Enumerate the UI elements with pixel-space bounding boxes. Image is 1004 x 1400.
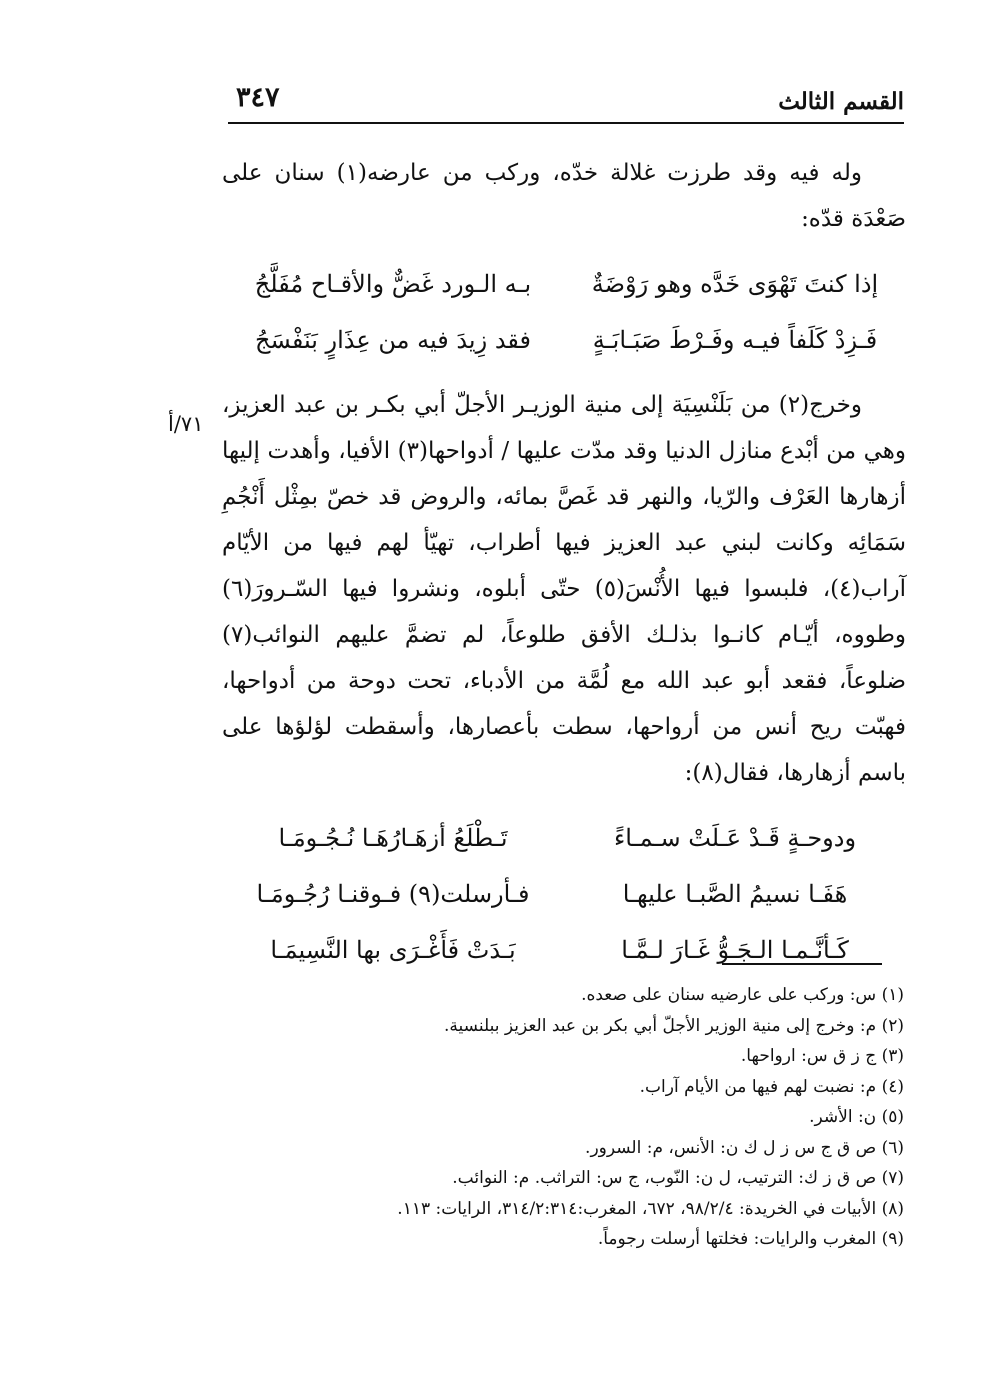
verse (222, 810, 906, 866)
footnote: (١) س: وركب على عارضيه سنان على صعده. (581, 985, 904, 1005)
verse (222, 312, 906, 368)
verse (222, 922, 906, 978)
poem-2 (222, 810, 906, 978)
verse (222, 256, 906, 312)
footnote: (٢) م: وخرج إلى منية الوزير الأجلّ أبي بكر بن عبد العزيز ببلنسية. (444, 1015, 904, 1036)
manuscript-folio-ref: ٧١/أ (168, 412, 204, 436)
footnote: (٨) الأبيات في الخريدة: ٩٨/٢/٤، ٦٧٢، المغرب:٣١٤/٢:٣١٤، الرايات: ١١٣. (397, 1198, 904, 1219)
intro-paragraph: وله فيه وقد طرزت غلالة خدّه، وركب من عارضه(١) سنان على صَعْدَة قدّه: (222, 160, 906, 232)
verse-second-hemistich: تَـطْلَعُ أزهَـارُهَـا نُـجُـومَـا (278, 824, 508, 852)
verse (222, 866, 906, 922)
verse-second-hemistich: بـه الـورد غَضٌّ والأقـاح مُفَلَّجُ (254, 270, 532, 298)
footnote: (٥) ن: الأشر. (809, 1107, 904, 1127)
section-title: القسم الثالث (778, 88, 904, 115)
poem-1 (222, 256, 906, 368)
verse-first-hemistich: فَـزِدْ كَلَفاً فيـه وفَـرْطَ صَبَـابَـةٍ (592, 326, 878, 354)
footnotes (240, 980, 904, 1255)
verse-second-hemistich: فـأرسلت(٩) فـوقنـا رُجُـومَـا (256, 880, 530, 908)
footnote: (٩) المغرب والرايات: فخلتها أرسلت رجوماً. (597, 1229, 904, 1249)
verse-first-hemistich: هَفَـا نسيمُ الصَّبـا عليهـا (622, 880, 848, 908)
verse-first-hemistich: كَـأنَّـمـا الـجَـوُّ غَـارَ لـمَّـا (621, 936, 849, 964)
footnote-rule (722, 963, 882, 965)
page-header (228, 80, 904, 120)
footnote: (٤) م: نضبت لهم فيها من الأيام آراب. (639, 1076, 904, 1097)
verse-second-hemistich: بَـدَتْ فَأَغْـرَى بها النَّسِيمَـا (270, 936, 516, 964)
page-number: ٣٤٧ (236, 82, 280, 113)
header-rule (228, 122, 904, 124)
narrative-paragraph: وخرج(٢) من بَلَنْسِيَة إلى منية الوزيـر الأجلّ أبي بكـر بن عبد العزيز، وهي من أبْدع منازل الدنيا وقد مدّت عليها / أدواحها(٣) الأفيا، وأهدت إليها أزهارها العَرْف والرّيا، والنهر قد غَصَّ بمائه، والروض قد خصّ بمِثْل أَنْجُمِ سَمَائِه وكانت لبني عبد العزيز فيها أطراب، تهيّأ لهم فيها من الأيّام آراب(٤)، فلبسوا فيها الأُنْسَ(٥) حتّى أبلوه، ونشروا فيها السّـرورَ(٦) وطووه، أيّـام كانـوا بذلـك الأفق طلوعاً، لم تضمَّ عليهم النوائب(٧) ضلوعاً، فقعد أبو عبد الله مع لُمَّة من الأدباء، تحت دوحة من أدواحها، فهبّت ريح أنس من أرواحها، سطت بأعصارها، وأسقطت لؤلؤها على باسم أزهارها، فقال(٨): (222, 392, 906, 786)
footnote: (٧) ص ق ز ك: الترتيب، ل ن: النّوب، ج س: التراثب. م: النوائب. (452, 1168, 904, 1188)
verse-first-hemistich: ودوحـةٍ قَـدْ عَـلَتْ سـمـاءً (613, 824, 857, 852)
footnote: (٦) ص ق ج س ز ل ك ن: الأنس، م: السرور. (585, 1137, 904, 1158)
verse-second-hemistich: فقد زِيدَ فيه من عِذَارٍ بَنَفْسَجُ (254, 326, 532, 354)
footnote: (٣) ج ز ق س: ارواحها. (740, 1046, 904, 1066)
main-text (222, 150, 906, 992)
verse-first-hemistich: إذا كنتَ تَهْوَى خَدَّه وهو رَوْضَةٌ (591, 270, 879, 298)
